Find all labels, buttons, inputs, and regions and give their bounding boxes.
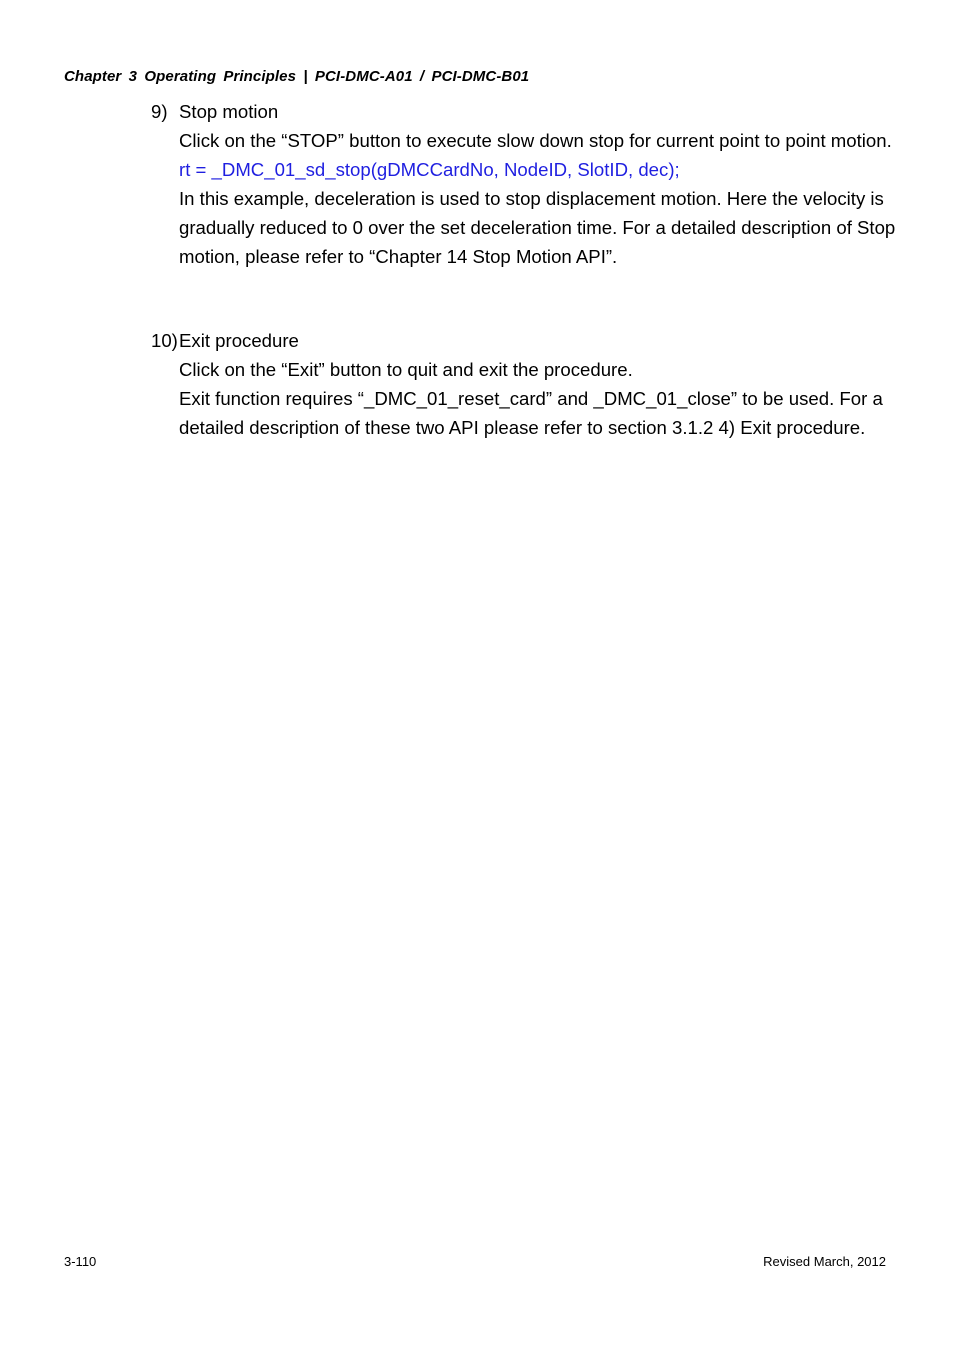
item-number: 9) — [151, 101, 168, 122]
item-body — [151, 126, 896, 271]
code-line: rt = _DMC_01_sd_stop(gDMCCardNo, NodeID, SlotID, dec); — [179, 159, 680, 180]
list-item-stop-motion — [151, 97, 896, 271]
item-title: Stop motion — [179, 101, 279, 122]
paragraph: Click on the “STOP” button to execute slow down stop for current point to point motion. — [179, 130, 892, 151]
list-item-exit-procedure — [151, 326, 896, 442]
item-title: Exit procedure — [179, 330, 299, 351]
paragraph: In this example, deceleration is used to stop displacement motion. Here the velocity is gradually reduced to 0 over the set deceleration time. For a detailed description of Stop motion, please refer to “Chapter 14 Stop Motion API”. — [179, 188, 896, 267]
item-heading — [151, 97, 896, 126]
running-header: Chapter 3 Operating Principles | PCI-DMC-A01 / PCI-DMC-B01 — [64, 68, 530, 85]
revision-date: Revised March, 2012 — [763, 1254, 886, 1269]
item-number: 10) — [151, 330, 178, 351]
paragraph: Exit function requires “_DMC_01_reset_card” and _DMC_01_close” to be used. For a detailed description of these two API please refer to section 3.1.2 4) Exit procedure. — [179, 388, 883, 438]
paragraph: Click on the “Exit” button to quit and exit the procedure. — [179, 359, 633, 380]
item-body — [151, 355, 896, 442]
item-heading — [151, 326, 896, 355]
page-number: 3-110 — [64, 1254, 97, 1269]
